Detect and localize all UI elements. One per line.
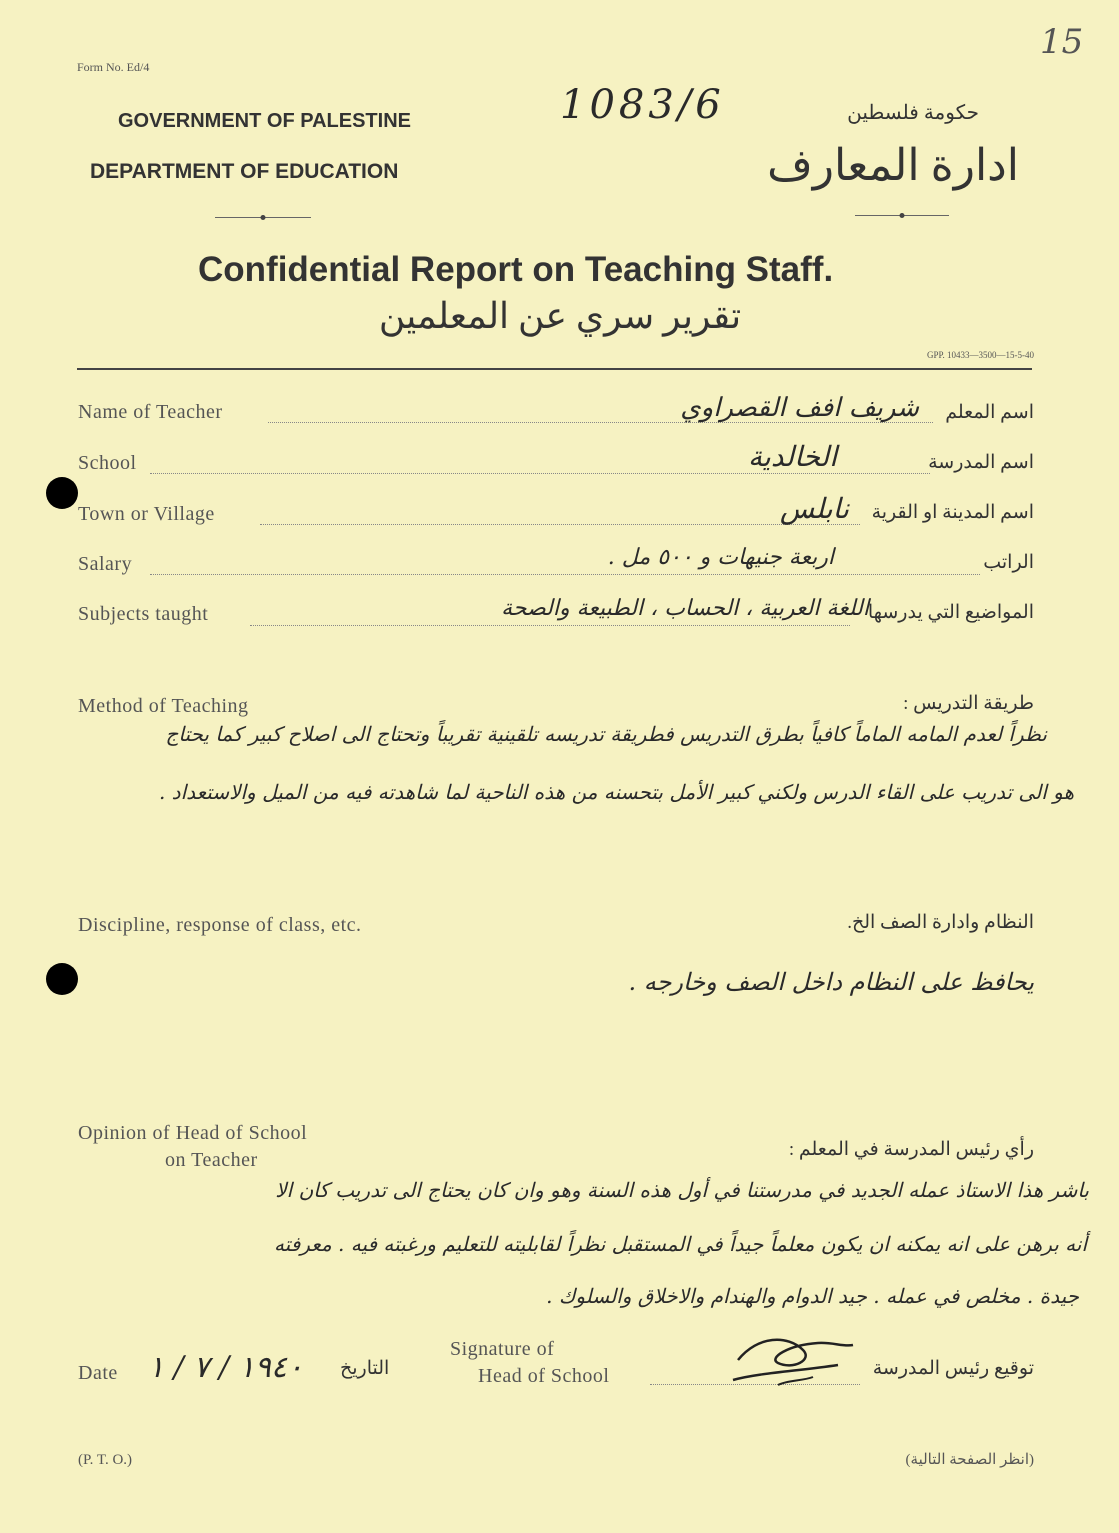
head-signature-mark bbox=[718, 1325, 858, 1395]
field-subjects-label: Subjects taught bbox=[78, 603, 209, 625]
method-line-2: هو الى تدريب على القاء الدرس ولكني كبير الأمل بتحسنه من هذه الناحية لما شاهدته فيه من الميل والاستعداد . bbox=[158, 780, 1074, 804]
opinion-label-1: Opinion of Head of School bbox=[78, 1122, 308, 1144]
government-title-en: GOVERNMENT OF PALESTINE bbox=[118, 110, 411, 132]
method-line-1: نظراً لعدم المامه الماماً كافياً بطرق التدريس فطريقة تدريسه تلقينية تقريباً وتحتاج الى اصلاح كبير كما يحتاج bbox=[165, 722, 1047, 746]
field-town-dots bbox=[260, 524, 860, 525]
opinion-line-2: أنه برهن على انه يمكنه ان يكون معلماً جيداً في المستقبل نظراً لقابليته للتعليم ورغبته فيه . معرفته bbox=[273, 1232, 1087, 1256]
form-number: Form No. Ed/4 bbox=[77, 60, 150, 74]
report-title-en: Confidential Report on Teaching Staff. bbox=[198, 250, 834, 289]
field-salary-label: Salary bbox=[78, 553, 133, 575]
method-label-ar: طريقة التدريس : bbox=[903, 693, 1034, 714]
opinion-line-3: جيدة . مخلص في عمله . جيد الدوام والهندام والاخلاق والسلوك . bbox=[546, 1284, 1079, 1308]
discipline-label-ar: النظام وادارة الصف الخ. bbox=[847, 912, 1034, 933]
field-salary-value: اربعة جنيهات و ٥٠٠ مل . bbox=[607, 545, 834, 570]
signature-label-2: Head of School bbox=[478, 1365, 610, 1387]
field-school-label-ar: اسم المدرسة bbox=[928, 452, 1034, 473]
date-label-ar: التاريخ bbox=[340, 1358, 390, 1379]
header-divider-right bbox=[855, 215, 949, 216]
signature-label-1: Signature of bbox=[450, 1338, 555, 1360]
government-title-ar: حكومة فلسطين bbox=[847, 102, 979, 124]
field-school-value: الخالدية bbox=[748, 440, 837, 473]
field-town-value: نابلس bbox=[779, 492, 849, 525]
field-school-label: School bbox=[78, 452, 137, 474]
field-subjects-label-ar: المواضيع التي يدرسها bbox=[867, 602, 1034, 623]
signature-label-ar: توقيع رئيس المدرسة bbox=[872, 1358, 1034, 1379]
pto-ar: (انظر الصفحة التالية) bbox=[905, 1452, 1034, 1468]
file-number: 1083/6 bbox=[560, 82, 725, 128]
punch-hole-top bbox=[46, 477, 78, 509]
field-salary-dots bbox=[150, 574, 980, 575]
header-divider-left bbox=[215, 217, 311, 218]
date-value: ١٩٤٠ / ٧ / ١ bbox=[148, 1350, 304, 1385]
department-title-ar: ادارة المعارف bbox=[767, 141, 1019, 190]
top-rule bbox=[77, 368, 1032, 370]
field-town-label: Town or Village bbox=[78, 503, 215, 525]
field-subjects-dots bbox=[250, 625, 850, 626]
print-code: GPP. 10433—3500—15-5-40 bbox=[926, 350, 1034, 360]
opinion-label-2: on Teacher bbox=[165, 1149, 258, 1171]
opinion-line-1: باشر هذا الاستاذ عمله الجديد في مدرستنا في أول هذه السنة وهو وان كان يحتاج الى تدريب كان الا bbox=[275, 1178, 1089, 1202]
field-subjects-value: اللغة العربية ، الحساب ، الطبيعة والصحة bbox=[501, 596, 869, 621]
field-name-label-ar: اسم المعلم bbox=[945, 402, 1034, 423]
field-name-label: Name of Teacher bbox=[78, 401, 223, 423]
opinion-label-ar: رأي رئيس المدرسة في المعلم : bbox=[788, 1139, 1034, 1160]
field-salary-label-ar: الراتب bbox=[983, 552, 1034, 573]
field-town-label-ar: اسم المدينة او القرية bbox=[871, 502, 1034, 523]
corner-mark: 15 bbox=[1040, 22, 1084, 62]
field-name-value: شريف افف القصراوي bbox=[680, 393, 919, 423]
department-title-en: DEPARTMENT OF EDUCATION bbox=[90, 160, 399, 183]
discipline-label: Discipline, response of class, etc. bbox=[78, 914, 362, 936]
report-title-ar: تقرير سري عن المعلمين bbox=[378, 296, 742, 336]
field-school-dots bbox=[150, 473, 930, 474]
date-label: Date bbox=[78, 1362, 118, 1384]
pto-en: (P. T. O.) bbox=[78, 1452, 133, 1468]
discipline-line-1: يحافظ على النظام داخل الصف وخارجه . bbox=[628, 968, 1034, 996]
punch-hole-bottom bbox=[46, 963, 78, 995]
method-label: Method of Teaching bbox=[78, 695, 249, 717]
